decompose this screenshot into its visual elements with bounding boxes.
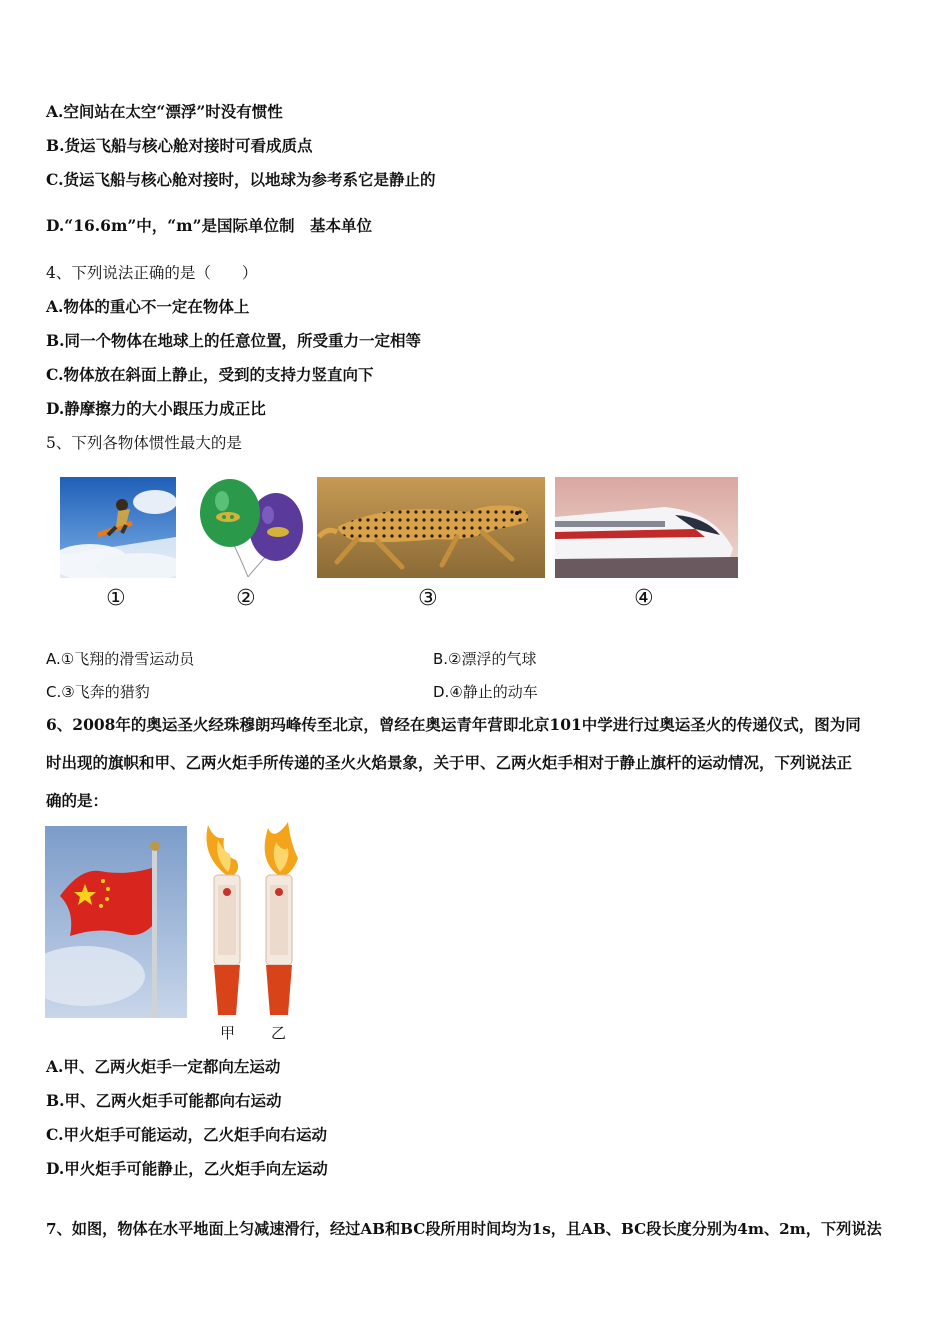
q3-option-a: A.空间站在太空“漂浮”时没有惯性: [46, 102, 283, 121]
torches-image: [196, 820, 306, 1018]
q5-stem: 5、下列各物体惯性最大的是: [46, 434, 242, 452]
flag-image: [45, 826, 187, 1018]
q6-option-d: D.甲火炬手可能静止，乙火炬手向左运动: [46, 1159, 328, 1178]
q5-option-c: C.③飞奔的猎豹: [46, 683, 150, 701]
q7-stem: 7、如图，物体在水平地面上匀减速滑行，经过AB和BC段所用时间均为1s，且AB、BC段长度分别为4m、2m，下列说法: [46, 1220, 882, 1238]
q4-option-d: D.静摩擦力的大小跟压力成正比: [46, 399, 266, 418]
cheetah-image: [317, 477, 545, 578]
train-image: [555, 477, 738, 578]
q5-option-d: D.④静止的动车: [433, 683, 538, 701]
q6-option-a: A.甲、乙两火炬手一定都向左运动: [46, 1057, 281, 1076]
q3-option-c: C.货运飞船与核心舱对接时，以地球为参考系它是静止的: [46, 170, 436, 189]
image-label-1: ①: [106, 586, 126, 611]
q6-stem-line-2: 时出现的旗帜和甲、乙两火炬手所传递的圣火火焰景象，关于甲、乙两火炬手相对于静止旗杆的运动情况，下列说法正: [46, 753, 853, 772]
balloons-image: [190, 477, 307, 578]
q5-option-a: A.①飞翔的滑雪运动员: [46, 650, 195, 668]
snowboarder-image: [60, 477, 176, 578]
torch-label-jia: 甲: [220, 1024, 236, 1042]
q5-option-b: B.②漂浮的气球: [433, 650, 537, 668]
q6-option-b: B.甲、乙两火炬手可能都向右运动: [46, 1091, 282, 1110]
q4-option-b: B.同一个物体在地球上的任意位置，所受重力一定相等: [46, 331, 421, 350]
q6-stem-line-3: 确的是：: [46, 791, 109, 810]
image-label-3: ③: [418, 586, 438, 611]
q4-option-a: A.物体的重心不一定在物体上: [46, 297, 250, 316]
q4-option-c: C.物体放在斜面上静止，受到的支持力竖直向下: [46, 365, 374, 384]
q6-option-c: C.甲火炬手可能运动，乙火炬手向右运动: [46, 1125, 327, 1144]
q6-stem-line-1: 6、2008年的奥运圣火经珠穆朗玛峰传至北京，曾经在奥运青年营即北京101中学进行过奥运圣火的传递仪式，图为同: [46, 715, 861, 734]
image-label-2: ②: [236, 586, 256, 611]
image-label-4: ④: [634, 586, 654, 611]
torch-label-yi: 乙: [271, 1024, 287, 1042]
q4-stem: 4、下列说法正确的是（ ）: [46, 264, 258, 282]
q3-option-d: D.“16.6m”中，“m”是国际单位制 基本单位: [46, 216, 373, 235]
q3-option-b: B.货运飞船与核心舱对接时可看成质点: [46, 136, 313, 155]
